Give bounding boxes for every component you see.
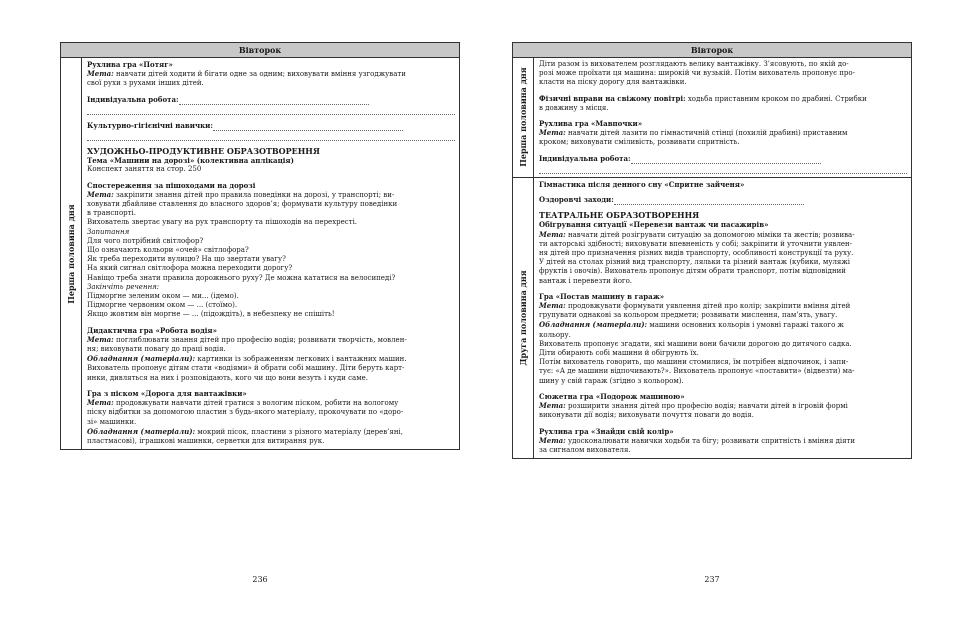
line-text: ходьба приставним кроком по драбині. Стрибки (685, 94, 867, 103)
labeled-line (87, 398, 455, 408)
left-content (82, 58, 459, 449)
text-line: в транспорті. (87, 209, 136, 218)
section-title: ХУДОЖНЬО-ПРОДУКТИВНЕ ОБРАЗОТВОРЕННЯ (87, 146, 320, 157)
text-line: кольору. (539, 330, 571, 339)
line-label: Мета: (87, 69, 114, 79)
heading-line: Гра «Постав машину в гараж» (539, 291, 665, 301)
text-line: пластмасові), іграшкові машинки, серветки для витирання рук. (87, 436, 325, 445)
right-plan-table (512, 42, 912, 459)
text-line: У дітей на столах різний вид транспорту, ляльки та різний вантаж (кубики, муляжі (539, 258, 851, 267)
line-text: навчати дітей ходити й бігати одне за одним; виховувати вміння узгоджувати (113, 70, 406, 79)
heading-line: Спостереження за пішоходами на дорозі (87, 180, 256, 190)
right-page-number: 237 (704, 575, 720, 584)
line-label: Мета: (539, 229, 566, 239)
right-day-header: Вівторок (513, 43, 911, 58)
field-label: Оздоровчі заходи: (539, 195, 614, 205)
left-side-label-cell (61, 58, 82, 449)
line-label: Мета: (539, 128, 566, 138)
field-label: Культурно-гігієнічні навички: (87, 120, 213, 130)
line-text: поглиблювати знання дітей про професію водія; розвивати творчість, мовлен- (113, 335, 407, 344)
line-text: навчати дітей лазити по гімнастичній стінці (похилій драбині) приставним (565, 129, 848, 138)
labeled-line (539, 301, 907, 311)
line-label: Мета: (539, 435, 566, 445)
text-line: тує: «А де машини відпочивають?». Вихователь пропонує «поставити» (відвезти) ма- (539, 367, 855, 376)
line-label: Мета: (87, 189, 114, 199)
line-text: машини основних кольорів і умовні гаражі такого ж (647, 321, 844, 330)
dotted-fill-line (87, 131, 455, 141)
right-page (512, 42, 912, 584)
labeled-line (539, 320, 907, 330)
text-line: розі може проїхати ця машина: широкій чи вузькій. Потім вихователь пропонує про- (539, 69, 855, 78)
left-first-half-row (61, 58, 459, 449)
text-line: На який сигнал світлофора можна переходити дорогу? (87, 264, 293, 273)
field-line (539, 154, 907, 164)
labeled-line (87, 354, 455, 364)
right-side-label-2: Друга половина дня (518, 270, 528, 366)
text-line: в довжину з місця. (539, 103, 609, 112)
heading-line: Рухлива гра «Знайди свій колір» (539, 426, 674, 436)
labeled-line (87, 335, 455, 345)
text-line: Підморгне зеленим оком — ми... (ідемо). (87, 292, 239, 301)
text-line: Для чого потрібний світлофор? (87, 236, 204, 245)
labeled-line (539, 401, 907, 411)
labeled-line (539, 436, 907, 446)
labeled-line (87, 427, 455, 437)
field-line (87, 121, 455, 131)
line-text: продовжувати навчати дітей гратися з вологим піском, робити на вологому (113, 399, 399, 408)
text-line: зі» машинки. (87, 417, 137, 426)
text-line: свої рухи з рухами інших дітей. (87, 79, 204, 88)
italic-line: Запитання (87, 227, 130, 236)
text-line: за сигналом вихователя. (539, 445, 631, 454)
field-label: Індивідуальна робота: (87, 94, 179, 104)
line-text: продовжувати формувати уявлення дітей про колір; закріпити вміння дітей (565, 302, 851, 311)
text-line: виконувати дії водія; виховувати почуття поваги до водія. (539, 411, 754, 420)
text-line: кроком; виховувати сміливість, розвивати спритність. (539, 138, 740, 147)
line-label: Фізичні вправи на свіжому повітрі: (539, 93, 686, 103)
dotted-fill-line (539, 164, 907, 174)
line-text: навчати дітей розігрувати ситуацію за допомогою міміки та жестів; розвива- (565, 230, 855, 239)
field-line (539, 195, 907, 205)
labeled-line (539, 94, 907, 104)
text-line: Що означають кольори «очей» світлофора? (87, 246, 249, 255)
text-line: Діти обирають собі машини й обігрують їх. (539, 349, 699, 358)
line-text: картинки із зображенням легкових і вантажних машин. (195, 355, 407, 364)
section-title: ТЕАТРАЛЬНЕ ОБРАЗОТВОРЕННЯ (539, 210, 700, 221)
dotted-fill (614, 204, 804, 205)
right-content-first-half (534, 58, 911, 177)
text-line: Вихователь пропонує дітям стати «водіями» й обрати собі машину. Діти беруть карт- (87, 364, 405, 373)
text-line: піску відбитки за допомогою пластин з будь-якого матеріалу, прокочувати по «доро- (87, 408, 404, 417)
line-label: Мета: (539, 401, 566, 411)
line-label: Мета: (87, 398, 114, 408)
text-line: фруктів і овочів). Вихователь пропонує дітям обрати транспорт, потім відповідний (539, 267, 846, 276)
text-line: Діти разом із вихователем розглядають велику вантажівку. З’ясовують, по якій до- (539, 60, 849, 68)
field-label: Індивідуальна робота: (539, 153, 631, 163)
text-line: вантаж і перевезти його. (539, 276, 633, 285)
left-day-header: Вівторок (61, 43, 459, 58)
text-line: Вихователь пропонує згадати, які машини вони бачили дорогою до дитячого садка. (539, 339, 852, 348)
labeled-line (539, 230, 907, 240)
dotted-fill-line (87, 105, 455, 115)
text-line: Вихователь звертає увагу на рух транспорту та пішоходів на перехресті. (87, 218, 358, 227)
text-line: групувати однакові за кольором предмети; розвивати мислення, пам’ять, увагу. (539, 311, 838, 320)
text-line: Підморгне червоним оком — ... (стоїмо). (87, 301, 238, 310)
line-text: мокрий пісок, пластини з різного матеріалу (дерев’яні, (195, 427, 403, 436)
text-line: Якщо жовтим він моргне — ... (підождіть), в небезпеку не спішіть! (87, 310, 335, 319)
text-line: Як треба переходити вулицю? На що звертати увагу? (87, 255, 286, 264)
right-second-half-row (513, 178, 911, 458)
left-page-number: 236 (252, 575, 268, 584)
text-line: инки, дивляться на них і розповідають, кого чи що вони везуть і куди саме. (87, 373, 369, 382)
line-label: Обладнання (матеріали): (87, 426, 196, 436)
heading-line: Рухлива гра «Потяг» (87, 60, 173, 69)
heading-line: Обігрування ситуації «Перевези вантаж чи пасажирів» (539, 220, 769, 230)
dotted-fill (213, 130, 403, 131)
right-content-second-half (534, 178, 911, 458)
right-side-label-cell-2 (513, 178, 534, 458)
labeled-line (87, 190, 455, 200)
line-text: розширити знання дітей про професію водія; навчати дітей в ігровій формі (565, 402, 848, 411)
right-side-label-cell-1 (513, 58, 534, 177)
text-line: ня дітей про призначення різних видів транспорту, особливості конструкції та руху. (539, 249, 854, 258)
text-line: класти на піску дорогу для вантажівки. (539, 78, 687, 87)
line-text: закріпити знання дітей про правила поведінки на дорозі, у транспорті; ви- (113, 190, 395, 199)
left-side-label: Перша половина дня (66, 203, 76, 304)
text-line: ховувати дбайливе ставлення до власного здоров’я; формувати культуру поведінки (87, 200, 398, 209)
line-label: Обладнання (матеріали): (87, 354, 196, 364)
heading-line: Гра з піском «Дорога для вантажівки» (87, 388, 247, 398)
line-label: Мета: (539, 301, 566, 311)
dotted-fill (179, 104, 369, 105)
text-line: Потім вихователь говорить, що машини стомилися, їм потрібен відпочинок, і запи- (539, 358, 849, 367)
dotted-fill (631, 163, 821, 164)
right-first-half-row (513, 58, 911, 178)
heading-line: Гімнастика після денного сну «Спритне зайченя» (539, 179, 745, 189)
labeled-line (539, 128, 907, 138)
field-line (87, 95, 455, 105)
heading-line: Дидактична гра «Робота водія» (87, 325, 217, 335)
heading-line: Тема «Машини на дорозі» (колективна аплікація) (87, 156, 294, 166)
italic-line: Закінчіть речення: (87, 282, 160, 291)
line-label: Обладнання (матеріали): (539, 320, 648, 330)
text-line: ти акторські здібності; виховувати впевненість у собі; закріпити й уточнити уявлен- (539, 239, 853, 248)
left-page (60, 42, 460, 584)
text-line: Конспект заняття на стор. 250 (87, 165, 202, 174)
heading-line: Сюжетна гра «Подорож машиною» (539, 391, 685, 401)
left-plan-table (60, 42, 460, 450)
right-side-label-1: Перша половина дня (518, 67, 528, 168)
heading-line: Рухлива гра «Мавпочки» (539, 119, 643, 129)
line-text: удосконалювати навички ходьби та бігу; розвивати спритність і вміння діяти (565, 436, 856, 445)
text-line: Навіщо треба знати правила дорожнього руху? Де можна кататися на велосипеді? (87, 273, 396, 282)
labeled-line (87, 69, 455, 79)
line-label: Мета: (87, 334, 114, 344)
text-line: ня; виховувати повагу до праці водія. (87, 345, 226, 354)
text-line: шину у свій гараж (згідно з кольором). (539, 376, 684, 385)
